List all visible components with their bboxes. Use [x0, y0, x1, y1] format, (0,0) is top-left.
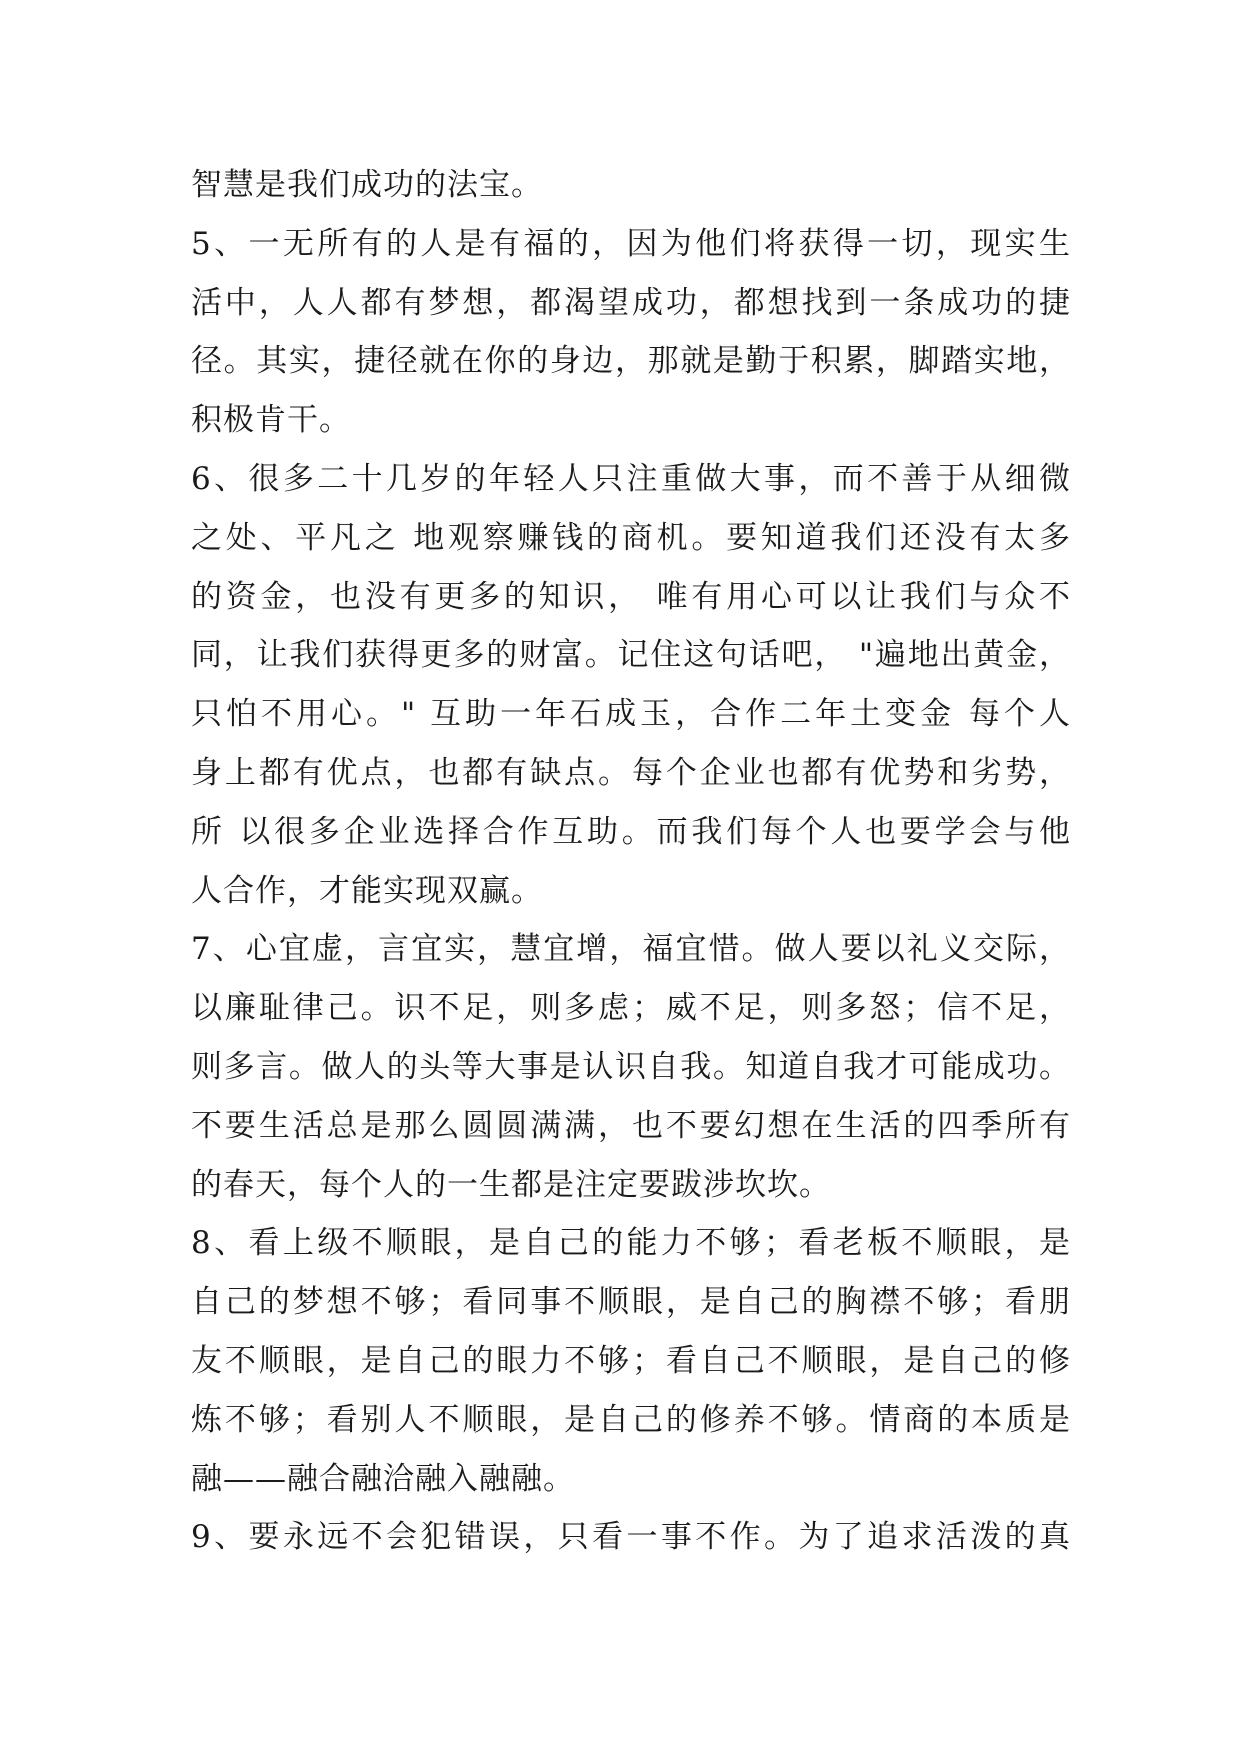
text-line: 融——融合融洽融入融融。 — [191, 1460, 575, 1497]
text-line: 的资金，也没有更多的知识， 唯有用心可以让我们与众不 — [191, 578, 1071, 615]
text-line: 径。其实，捷径就在你的身边，那就是勤于积累，脚踏实地， — [191, 343, 1071, 380]
text-line: 人合作，才能实现双赢。 — [191, 872, 543, 909]
text-line: 身上都有优点，也都有缺点。每个企业也都有优势和劣势， — [191, 754, 1071, 791]
text-line: 则多言。做人的头等大事是认识自我。知道自我才可能成功。 — [191, 1048, 1071, 1085]
text-line: 5、一无所有的人是有福的，因为他们将获得一切，现实生 — [191, 225, 1071, 262]
text-line: 不要生活总是那么圆圆满满，也不要幻想在生活的四季所有 — [191, 1107, 1071, 1144]
text-line: 7、心宜虚，言宜实，慧宜增，福宜惜。做人要以礼义交际， — [191, 931, 1071, 968]
text-line: 炼不够；看别人不顺眼，是自己的修养不够。情商的本质是 — [191, 1401, 1071, 1438]
document-body — [191, 156, 1071, 1567]
text-line: 的春天，每个人的一生都是注定要跋涉坎坎。 — [191, 1166, 831, 1203]
text-line: 所 以很多企业选择合作互助。而我们每个人也要学会与他 — [191, 813, 1071, 850]
text-line: 友不顺眼，是自己的眼力不够；看自己不顺眼，是自己的修 — [191, 1342, 1071, 1379]
text-line: 活中，人人都有梦想，都渴望成功，都想找到一条成功的捷 — [191, 284, 1071, 321]
text-line: 只怕不用心。" 互助一年石成玉，合作二年土变金 每个人 — [191, 696, 1071, 733]
text-line: 之处、平凡之 地观察赚钱的商机。要知道我们还没有太多 — [191, 519, 1071, 556]
text-line: 8、看上级不顺眼，是自己的能力不够；看老板不顺眼，是 — [191, 1225, 1071, 1262]
text-line: 同，让我们获得更多的财富。记住这句话吧， "遍地出黄金， — [191, 637, 1071, 674]
text-line: 以廉耻律己。识不足，则多虑；威不足，则多怒；信不足， — [191, 990, 1071, 1027]
text-line: 自己的梦想不够；看同事不顺眼，是自己的胸襟不够；看朋 — [191, 1284, 1071, 1321]
text-line: 9、要永远不会犯错误，只看一事不作。为了追求活泼的真 — [191, 1519, 1071, 1556]
text-line: 积极肯干。 — [191, 402, 351, 439]
text-line: 智慧是我们成功的法宝。 — [191, 167, 543, 203]
text-line: 6、很多二十几岁的年轻人只注重做大事，而不善于从细微 — [191, 460, 1071, 497]
